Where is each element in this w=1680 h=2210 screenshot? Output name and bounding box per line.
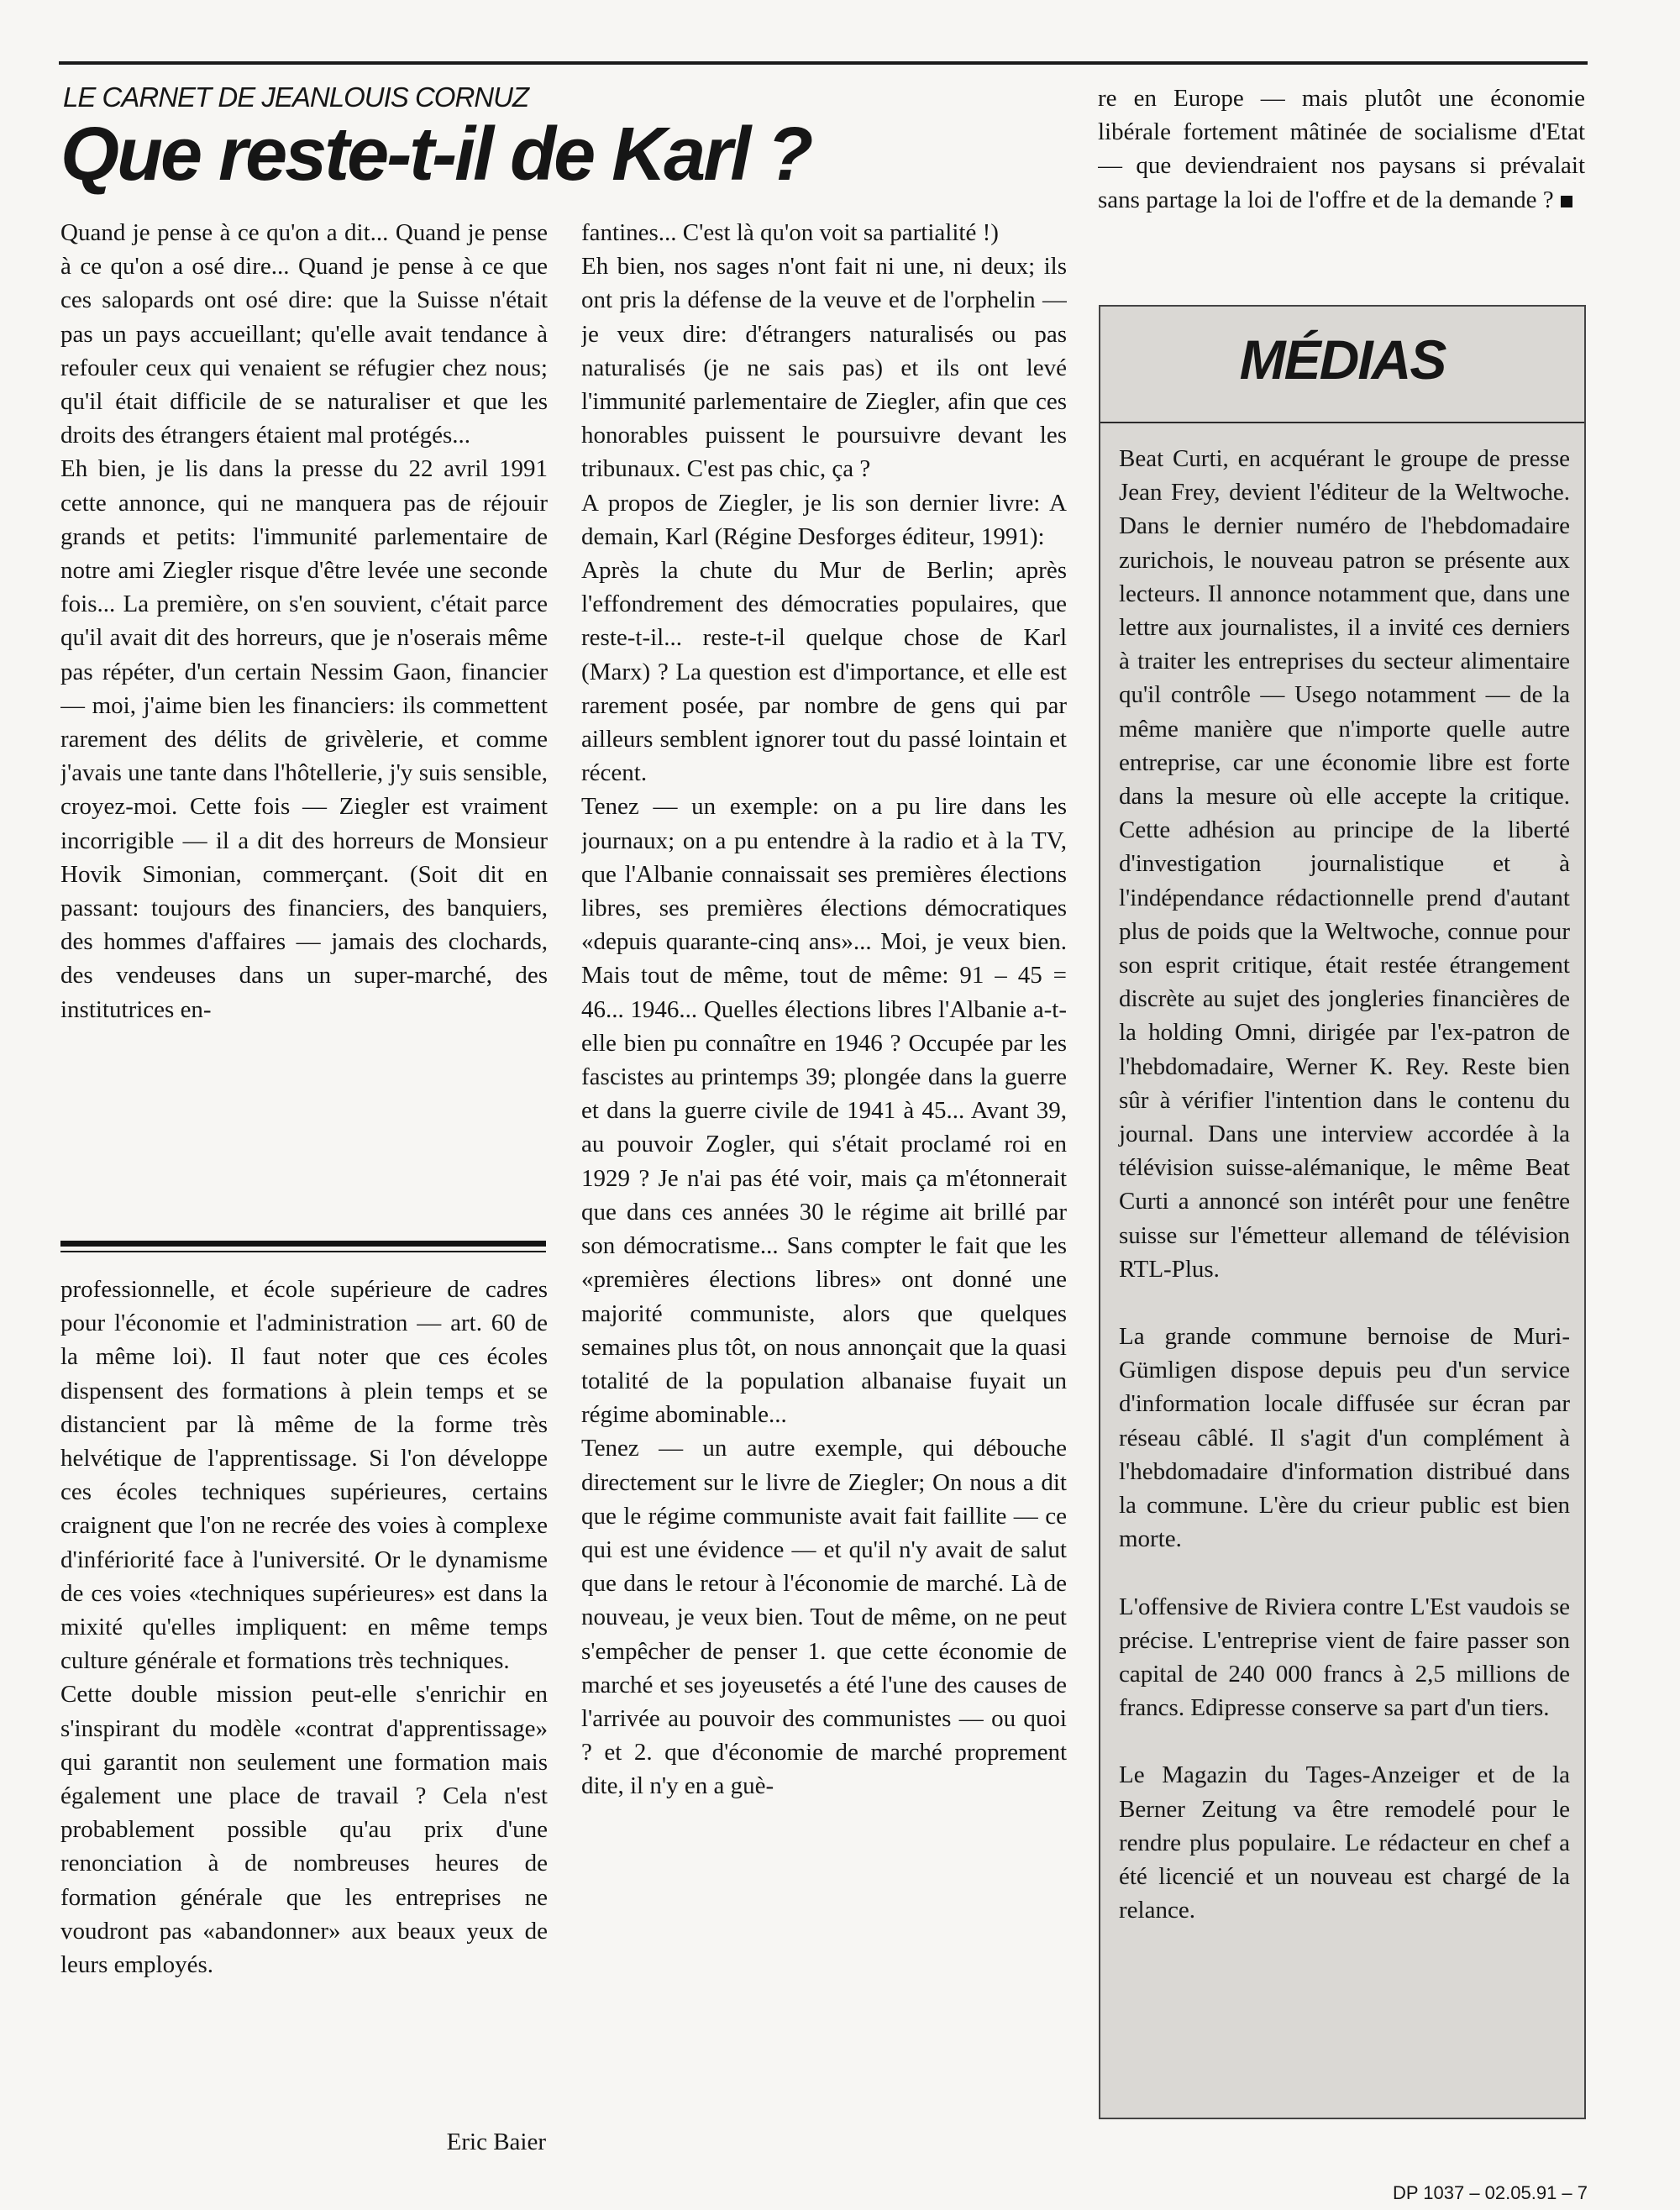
article-ending: re en Europe — mais plutôt une économie libérale fortement mâtinée de socialisme d'Etat — que deviendraient nos paysans si prévalait sans partage la loi de l'offre et de la demande ?: [1098, 85, 1585, 213]
article-paragraph: A propos de Ziegler, je lis son dernier livre: A demain, Karl (Régine Desforges éditeur, 1991):: [581, 489, 1067, 550]
article-paragraph: Tenez — un exemple: on a pu lire dans les journaux; on a pu entendre à la radio et à la TV, que l'Albanie connaissait ses premières élections libres, ses premières élections démocratiques «depuis quarante-cinq ans»... Moi, je veux bien. Mais tout de même, tout de même: 91 – 45 = 46... 1946... Quelles élections libres l'Albanie a-t-elle bien pu connaître en 1946 ? Occupée par les fascistes au printemps 39; plongée dans la guerre et dans la guerre civile de 1941 à 45... Avant 39, au pouvoir Zogler, qui s'était proclamé roi en 1929 ? Je n'ai pas été voir, mais ça m'étonnerait que dans ces années 30 le régime ait brillé par son démocratisme... Sans compter le fait que les «premières élections libres» ont donné une majorité communiste, alors que quelques semaines plus tôt, on nous annonçait que la quasi totalité de la population albanaise fuyait un régime abominable...: [581, 793, 1067, 1429]
medias-item: Le Magazin du Tages-Anzeiger et de la Berner Zeitung va être remodelé pour le rendre plus populaire. Le rédacteur en chef a été licencié et un nouveau est chargé de la relance.: [1119, 1761, 1570, 1924]
continued-article: [60, 1273, 548, 2142]
page-footer: DP 1037 – 02.05.91 – 7: [1392, 2182, 1588, 2203]
medias-title: MÉDIAS: [1239, 328, 1446, 391]
medias-item: La grande commune bernoise de Muri-Gümligen dispose depuis peu d'un service d'information locale diffusée sur écran par réseau câblé. Il s'agit d'un complément à l'hebdomadaire d'information distribué dans la commune. L'ère du crieur public est bien morte.: [1119, 1323, 1570, 1553]
column-kicker: LE CARNET DE JEANLOUIS CORNUZ: [63, 81, 529, 113]
end-mark-icon: [1561, 196, 1572, 207]
continued-paragraph: professionnelle, et école supérieure de cadres pour l'économie et l'administration — art. 60 de la même loi). Il faut noter que ces écoles dispensent des formations à plein temps et se distancient par là même de la forme très helvétique de l'apprentissage. Si l'on développe ces écoles techniques supérieures, certains craignent que l'on ne recrée des voies à complexe d'infériorité face à l'université. Or le dynamisme de ces voies «techniques supérieures» est dans la mixité qu'elles impliquent: en même temps culture générale et formations très techniques.: [60, 1276, 548, 1675]
section-divider: [60, 1241, 546, 1252]
medias-item: Beat Curti, en acquérant le groupe de presse Jean Frey, devient l'éditeur de la Weltwoche. Dans le dernier numéro de l'hebdomadaire zurichois, le nouveau patron se présente aux lecteurs. Il annonce notamment que, dans une lettre aux journalistes, il a invité ces derniers à traiter les entreprises du secteur alimentaire qu'il contrôle — Usego notamment — de la même manière que n'importe quelle autre entreprise, car une économie libre est forte dans la mesure où elle accepte la critique. Cette adhésion au principe de la liberté d'investigation journalistique et à l'indépendance rédactionnelle prend d'autant plus de poids que la Weltwoche, connue pour son esprit critique, était restée étrangement discrète au sujet des jongleries financières de la holding Omni, dirigée par l'ex-patron de l'hebdomadaire, Werner K. Rey. Reste bien sûr à vérifier l'intention dans le contenu du journal. Dans une interview accordée à la télévision suisse-alémanique, le même Beat Curti a annoncé son intérêt pour une fenêtre suisse sur l'émetteur allemand de télévision RTL-Plus.: [1119, 445, 1570, 1283]
article-column-1: [60, 216, 548, 1192]
article-paragraph: Tenez — un autre exemple, qui débouche directement sur le livre de Ziegler; On nous a dit que le régime communiste avait fait faillite — ce qui est une évidence — et qu'il n'y avait de salut que dans le retour à l'économie de marché. Là de nouveau, je veux bien. Tout de même, on ne peut s'empêcher de penser 1. que cette économie de marché et ses joyeusetés a été l'une des causes de l'arrivée au pouvoir des communistes — ou quoi ? et 2. que d'économie de marché proprement dite, il n'y en a guè-: [581, 1435, 1067, 1800]
article-paragraph: Eh bien, nos sages n'ont fait ni une, ni deux; ils ont pris la défense de la veuve et de l'orphelin — je veux dire: d'étrangers naturalisés ou pas naturalisés (je ne sais pas) et ils ont levé l'immunité parlementaire de Ziegler, afin que ces honorables puissent le poursuivre devant les tribunaux. C'est pas chic, ça ?: [581, 253, 1067, 483]
top-rule: [59, 61, 1588, 65]
medias-sidebar: [1099, 305, 1586, 2119]
article-paragraph: Quand je pense à ce qu'on a dit... Quand je pense à ce qu'on a osé dire... Quand je pense à ce que ces salopards ont osé dire: que la Suisse n'était pas un pays accueillant; qu'elle avait tendance à refouler ceux qui venaient se réfugier chez nous; qu'il était difficile de se naturaliser et que les droits des étrangers étaient mal protégés...: [60, 219, 548, 449]
article-paragraph: fantines... C'est là qu'on voit sa partialité !): [581, 219, 999, 246]
medias-item: L'offensive de Riviera contre L'Est vaudois se précise. L'entreprise vient de faire passer son capital de 240 000 francs à 2,5 millions de francs. Edipresse conserve sa part d'un tiers.: [1119, 1593, 1570, 1722]
article-paragraph: Après la chute du Mur de Berlin; après l'effondrement des démocraties populaires, que reste-t-il... reste-t-il quelque chose de Karl (Marx) ? La question est d'importance, et elle est rarement posée, par nombre de gens qui par ailleurs semblent ignorer tout du passé lointain et récent.: [581, 557, 1067, 787]
article-paragraph: Eh bien, je lis dans la presse du 22 avril 1991 cette annonce, qui ne manquera pas de réjouir grands et petits: l'immunité parlementaire de notre ami Ziegler risque d'être levée une seconde fois... La première, on s'en souvient, c'était parce qu'il avait dit des horreurs, que je n'oserais même pas répéter, d'un certain Nessim Gaon, financier — moi, j'aime bien les financiers: ils commettent rarement des délits de grivèlerie, et comme j'avais une tante dans l'hôtellerie, j'y suis sensible, croyez-moi. Cette fois — Ziegler est vraiment incorrigible — il a dit des horreurs de Monsieur Hovik Simonian, commerçant. (Soit dit en passant: toujours des financiers, des banquiers, des hommes d'affaires — jamais des clochards, des vendeuses dans un super-marché, des institutrices en-: [60, 455, 548, 1023]
author-signature: Eric Baier: [446, 2129, 546, 2155]
article-column-2: [581, 216, 1067, 2190]
article-column-3: [1098, 81, 1585, 249]
medias-body: [1100, 423, 1584, 1927]
article-title: Que reste-t-il de Karl ?: [60, 113, 811, 197]
continued-paragraph: Cette double mission peut-elle s'enrichir en s'inspirant du modèle «contrat d'apprentissage» qui garantit non seulement une formation mais également une place de travail ? Cela n'est probablement possible qu'au prix d'une renonciation à de nombreuses heures de formation générale que les entreprises ne voudront pas «abandonner» aux beaux yeux de leurs employés.: [60, 1681, 548, 1979]
